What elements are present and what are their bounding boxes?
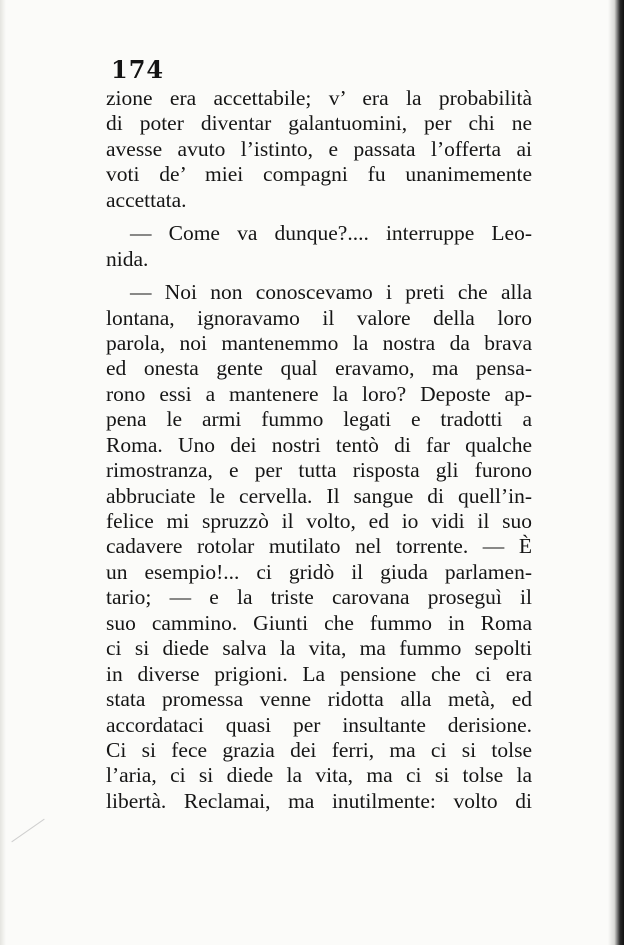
text-line: accordataci quasi per insultante derisione.	[106, 712, 532, 737]
text-line: un esempio!... ci gridò il giuda parlamen-	[106, 559, 532, 584]
paragraph-gap	[106, 213, 532, 221]
paragraph-gap	[106, 272, 532, 280]
page-number: 174	[111, 55, 165, 84]
text-line: cadavere rotolar mutilato nel torrente. — È	[106, 534, 532, 559]
text-line: lontana, ignoravamo il valore della loro	[106, 305, 532, 330]
text-line: accettata.	[106, 187, 187, 212]
page-binding-edge	[608, 0, 624, 945]
text-line: libertà. Reclamai, ma inutilmente: volto di	[106, 788, 532, 813]
text-line: suo cammino. Giunti che fummo in Roma	[106, 610, 532, 635]
text-line: Ci si fece grazia dei ferri, ma ci si tolse	[106, 737, 532, 762]
text-line: avesse avuto l’istinto, e passata l’offerta ai	[106, 136, 532, 161]
text-line: ed onesta gente qual eravamo, ma pensa-	[106, 356, 532, 381]
text-line: voti de’ miei compagni fu unanimemente	[106, 162, 532, 187]
paper-crease-mark	[11, 819, 44, 843]
text-line: stata promessa venne ridotta alla metà, ed	[106, 687, 532, 712]
text-line: felice mi spruzzò il volto, ed io vidi il suo	[106, 509, 532, 533]
text-line: rono essi a mantenere la loro? Deposte ap-	[106, 381, 532, 406]
text-line: rimostranza, e per tutta risposta gli furono	[106, 458, 532, 483]
page-left-edge	[0, 0, 6, 945]
text-line: Roma. Uno dei nostri tentò di far qualche	[106, 432, 532, 457]
text-line: tario; — e la triste carovana proseguì il	[106, 585, 532, 610]
text-line: parola, noi mantenemmo la nostra da brava	[106, 330, 532, 355]
text-line: — Noi non conoscevamo i preti che alla	[130, 280, 532, 305]
text-line: ci si diede salva la vita, ma fummo sepolti	[106, 636, 532, 661]
text-line: abbruciate le cervella. Il sangue di quell’in-	[106, 483, 532, 508]
text-line: l’aria, ci si diede la vita, ma ci si tolse la	[106, 763, 532, 788]
text-line: pena le armi fummo legati e tradotti a	[106, 407, 532, 432]
text-line: — Come va dunque?.... interruppe Leo-	[130, 221, 532, 246]
body-text	[106, 86, 532, 814]
text-line: zione era accettabile; v’ era la probabilità	[106, 86, 532, 110]
text-line: in diverse prigioni. La pensione che ci era	[106, 661, 532, 686]
text-line: di poter diventar galantuomini, per chi ne	[106, 111, 532, 136]
text-line: nida.	[106, 246, 149, 271]
